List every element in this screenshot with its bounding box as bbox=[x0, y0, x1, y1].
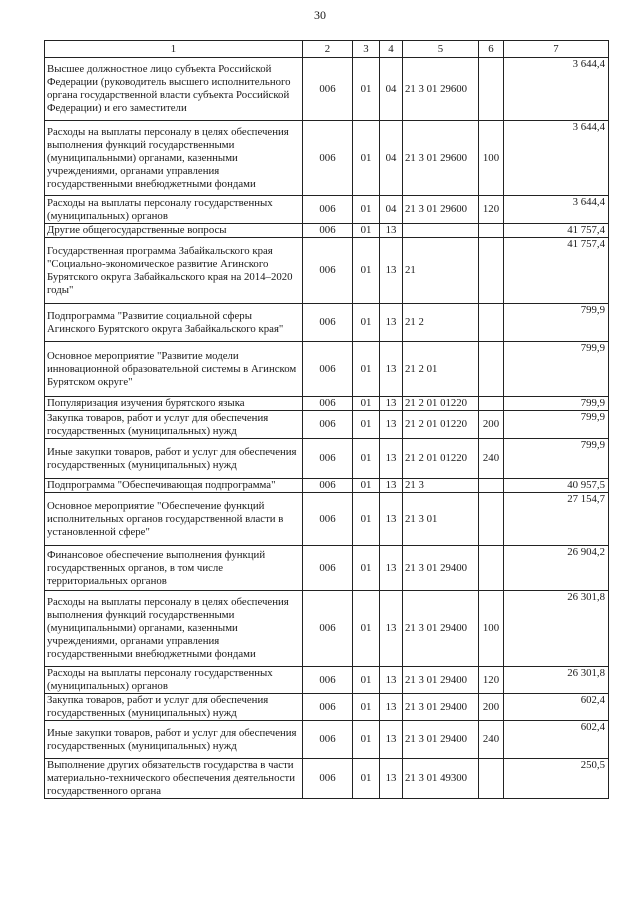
row-expense-type bbox=[479, 224, 504, 238]
budget-table bbox=[44, 40, 609, 799]
row-name: Закупка товаров, работ и услуг для обеспечения государственных (муниципальных) нужд bbox=[45, 411, 303, 439]
row-subsection: 13 bbox=[380, 721, 403, 759]
row-expense-type bbox=[479, 479, 504, 493]
row-name: Финансовое обеспечение выполнения функций государственных органов, в том числе территориальных органов bbox=[45, 546, 303, 591]
row-name: Расходы на выплаты персоналу в целях обеспечения выполнения функций государственными (муниципальными) органами, казенными учреждениями, органами управления государственными внебюджетными фондами bbox=[45, 591, 303, 667]
row-expense-type: 120 bbox=[479, 196, 504, 224]
table-row bbox=[45, 196, 609, 224]
row-subsection: 04 bbox=[380, 121, 403, 196]
row-subsection: 13 bbox=[380, 411, 403, 439]
row-section: 01 bbox=[353, 721, 380, 759]
row-section: 01 bbox=[353, 591, 380, 667]
row-name: Закупка товаров, работ и услуг для обеспечения государственных (муниципальных) нужд bbox=[45, 694, 303, 721]
table-row bbox=[45, 304, 609, 342]
row-amount: 799,9 bbox=[504, 439, 609, 479]
row-section: 01 bbox=[353, 58, 380, 121]
row-subsection: 13 bbox=[380, 493, 403, 546]
row-target-article bbox=[403, 224, 479, 238]
row-chapter: 006 bbox=[303, 238, 353, 304]
row-amount: 799,9 bbox=[504, 342, 609, 397]
row-target-article: 21 3 01 bbox=[403, 493, 479, 546]
row-target-article: 21 3 01 29600 bbox=[403, 58, 479, 121]
row-chapter: 006 bbox=[303, 411, 353, 439]
row-section: 01 bbox=[353, 759, 380, 799]
row-amount: 3 644,4 bbox=[504, 121, 609, 196]
row-section: 01 bbox=[353, 546, 380, 591]
row-target-article: 21 3 01 29600 bbox=[403, 121, 479, 196]
row-expense-type bbox=[479, 58, 504, 121]
row-amount: 27 154,7 bbox=[504, 493, 609, 546]
row-target-article: 21 3 01 49300 bbox=[403, 759, 479, 799]
row-section: 01 bbox=[353, 694, 380, 721]
table-row bbox=[45, 397, 609, 411]
column-header-2: 2 bbox=[303, 41, 353, 58]
row-expense-type: 200 bbox=[479, 694, 504, 721]
row-target-article: 21 3 01 29400 bbox=[403, 591, 479, 667]
row-section: 01 bbox=[353, 667, 380, 694]
row-section: 01 bbox=[353, 304, 380, 342]
row-expense-type bbox=[479, 238, 504, 304]
column-header-4: 4 bbox=[380, 41, 403, 58]
row-section: 01 bbox=[353, 238, 380, 304]
column-header-5: 5 bbox=[403, 41, 479, 58]
row-target-article: 21 2 01 01220 bbox=[403, 411, 479, 439]
table-body bbox=[45, 58, 609, 799]
row-subsection: 13 bbox=[380, 694, 403, 721]
row-expense-type: 240 bbox=[479, 721, 504, 759]
row-section: 01 bbox=[353, 224, 380, 238]
row-amount: 250,5 bbox=[504, 759, 609, 799]
row-expense-type: 100 bbox=[479, 121, 504, 196]
row-chapter: 006 bbox=[303, 667, 353, 694]
row-subsection: 13 bbox=[380, 546, 403, 591]
row-name: Государственная программа Забайкальского края "Социально-экономическое развитие Агинского Бурятского округа Забайкальского края на 2014–2020 годы" bbox=[45, 238, 303, 304]
row-section: 01 bbox=[353, 121, 380, 196]
row-amount: 3 644,4 bbox=[504, 58, 609, 121]
row-subsection: 13 bbox=[380, 479, 403, 493]
row-section: 01 bbox=[353, 479, 380, 493]
row-section: 01 bbox=[353, 411, 380, 439]
row-section: 01 bbox=[353, 397, 380, 411]
table-row bbox=[45, 546, 609, 591]
row-amount: 26 904,2 bbox=[504, 546, 609, 591]
row-expense-type bbox=[479, 759, 504, 799]
row-expense-type bbox=[479, 304, 504, 342]
row-amount: 41 757,4 bbox=[504, 224, 609, 238]
table-row bbox=[45, 342, 609, 397]
table-row bbox=[45, 694, 609, 721]
row-chapter: 006 bbox=[303, 121, 353, 196]
row-expense-type bbox=[479, 493, 504, 546]
column-header-7: 7 bbox=[504, 41, 609, 58]
row-target-article: 21 3 01 29400 bbox=[403, 667, 479, 694]
row-subsection: 13 bbox=[380, 591, 403, 667]
row-amount: 3 644,4 bbox=[504, 196, 609, 224]
row-section: 01 bbox=[353, 493, 380, 546]
row-chapter: 006 bbox=[303, 479, 353, 493]
page-number: 30 bbox=[314, 8, 326, 22]
row-name: Иные закупки товаров, работ и услуг для обеспечения государственных (муниципальных) нужд bbox=[45, 439, 303, 479]
row-expense-type bbox=[479, 342, 504, 397]
row-target-article: 21 2 01 01220 bbox=[403, 397, 479, 411]
row-amount: 799,9 bbox=[504, 397, 609, 411]
row-subsection: 04 bbox=[380, 58, 403, 121]
row-amount: 26 301,8 bbox=[504, 667, 609, 694]
row-chapter: 006 bbox=[303, 397, 353, 411]
row-target-article: 21 3 01 29400 bbox=[403, 721, 479, 759]
row-name: Иные закупки товаров, работ и услуг для обеспечения государственных (муниципальных) нужд bbox=[45, 721, 303, 759]
row-amount: 602,4 bbox=[504, 694, 609, 721]
row-subsection: 13 bbox=[380, 397, 403, 411]
row-amount: 26 301,8 bbox=[504, 591, 609, 667]
table-row bbox=[45, 224, 609, 238]
row-section: 01 bbox=[353, 439, 380, 479]
row-subsection: 13 bbox=[380, 342, 403, 397]
row-expense-type: 100 bbox=[479, 591, 504, 667]
row-subsection: 13 bbox=[380, 304, 403, 342]
row-subsection: 13 bbox=[380, 238, 403, 304]
row-name: Другие общегосударственные вопросы bbox=[45, 224, 303, 238]
row-expense-type: 240 bbox=[479, 439, 504, 479]
row-expense-type bbox=[479, 397, 504, 411]
row-chapter: 006 bbox=[303, 759, 353, 799]
row-subsection: 13 bbox=[380, 759, 403, 799]
row-expense-type bbox=[479, 546, 504, 591]
row-chapter: 006 bbox=[303, 546, 353, 591]
row-name: Основное мероприятие "Развитие модели инновационной образовательной системы в Агинском Бурятском округе" bbox=[45, 342, 303, 397]
row-subsection: 04 bbox=[380, 196, 403, 224]
row-target-article: 21 3 01 29400 bbox=[403, 694, 479, 721]
row-target-article: 21 2 bbox=[403, 304, 479, 342]
row-chapter: 006 bbox=[303, 439, 353, 479]
row-chapter: 006 bbox=[303, 342, 353, 397]
row-amount: 799,9 bbox=[504, 411, 609, 439]
row-target-article: 21 3 01 29400 bbox=[403, 546, 479, 591]
column-header-1: 1 bbox=[45, 41, 303, 58]
table-row bbox=[45, 121, 609, 196]
row-name: Основное мероприятие "Обеспечение функций исполнительных органов государственной власти в установленной сфере" bbox=[45, 493, 303, 546]
row-chapter: 006 bbox=[303, 196, 353, 224]
row-chapter: 006 bbox=[303, 304, 353, 342]
table-row bbox=[45, 411, 609, 439]
row-target-article: 21 2 01 bbox=[403, 342, 479, 397]
table-row bbox=[45, 667, 609, 694]
table-row bbox=[45, 439, 609, 479]
row-chapter: 006 bbox=[303, 721, 353, 759]
table-row bbox=[45, 759, 609, 799]
row-name: Подпрограмма "Обеспечивающая подпрограмма" bbox=[45, 479, 303, 493]
row-chapter: 006 bbox=[303, 591, 353, 667]
row-expense-type: 200 bbox=[479, 411, 504, 439]
row-chapter: 006 bbox=[303, 694, 353, 721]
row-name: Расходы на выплаты персоналу государственных (муниципальных) органов bbox=[45, 196, 303, 224]
row-chapter: 006 bbox=[303, 58, 353, 121]
row-chapter: 006 bbox=[303, 493, 353, 546]
table-row bbox=[45, 493, 609, 546]
row-name: Расходы на выплаты персоналу в целях обеспечения выполнения функций государственными (муниципальными) органами, казенными учреждениями, органами управления государственными внебюджетными фондами bbox=[45, 121, 303, 196]
row-name: Подпрограмма "Развитие социальной сферы Агинского Бурятского округа Забайкальского края" bbox=[45, 304, 303, 342]
row-subsection: 13 bbox=[380, 224, 403, 238]
row-subsection: 13 bbox=[380, 667, 403, 694]
row-target-article: 21 bbox=[403, 238, 479, 304]
table-row bbox=[45, 238, 609, 304]
row-expense-type: 120 bbox=[479, 667, 504, 694]
row-subsection: 13 bbox=[380, 439, 403, 479]
row-target-article: 21 3 bbox=[403, 479, 479, 493]
row-amount: 41 757,4 bbox=[504, 238, 609, 304]
column-header-3: 3 bbox=[353, 41, 380, 58]
row-target-article: 21 3 01 29600 bbox=[403, 196, 479, 224]
row-amount: 602,4 bbox=[504, 721, 609, 759]
row-section: 01 bbox=[353, 342, 380, 397]
table-row bbox=[45, 58, 609, 121]
row-name: Высшее должностное лицо субъекта Российской Федерации (руководитель высшего исполнительного органа государственной власти субъекта Российской Федерации) и его заместители bbox=[45, 58, 303, 121]
table-row bbox=[45, 591, 609, 667]
row-target-article: 21 2 01 01220 bbox=[403, 439, 479, 479]
table-row bbox=[45, 479, 609, 493]
column-header-6: 6 bbox=[479, 41, 504, 58]
row-name: Расходы на выплаты персоналу государственных (муниципальных) органов bbox=[45, 667, 303, 694]
table-header-row bbox=[45, 41, 609, 58]
row-chapter: 006 bbox=[303, 224, 353, 238]
table-row bbox=[45, 721, 609, 759]
row-section: 01 bbox=[353, 196, 380, 224]
row-amount: 40 957,5 bbox=[504, 479, 609, 493]
row-name: Выполнение других обязательств государства в части материально-технического обеспечения деятельности государственного органа bbox=[45, 759, 303, 799]
row-amount: 799,9 bbox=[504, 304, 609, 342]
row-name: Популяризация изучения бурятского языка bbox=[45, 397, 303, 411]
